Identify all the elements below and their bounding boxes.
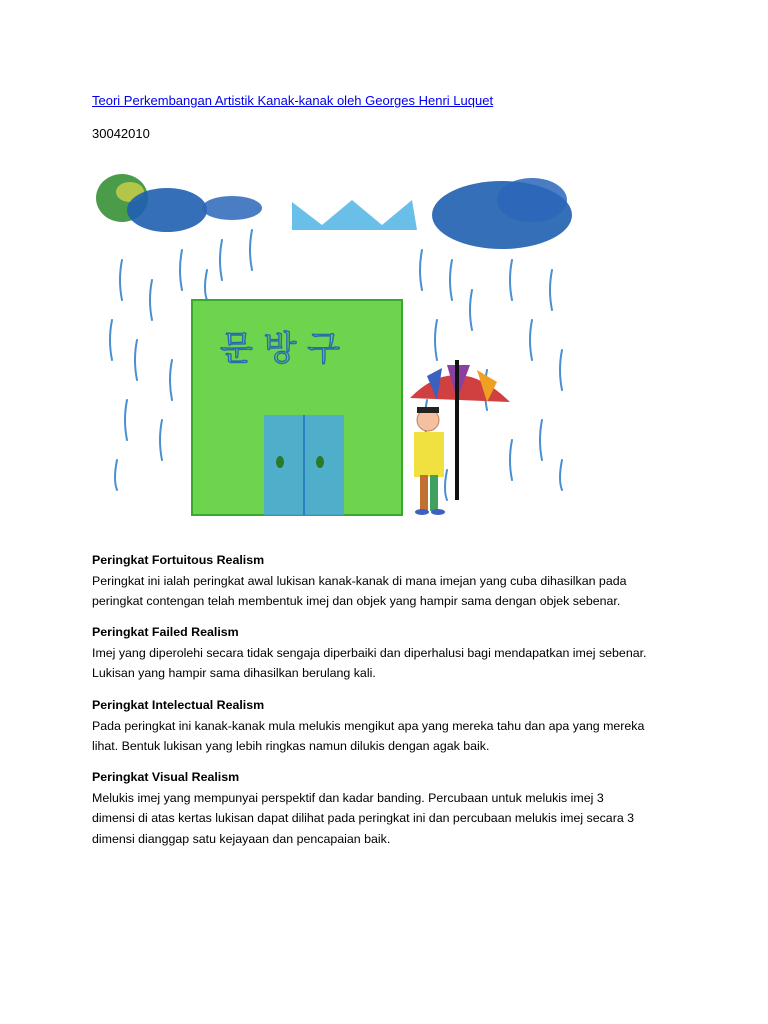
- section-failed-realism: [92, 622, 692, 684]
- section-line: peringkat contengan telah membentuk imej dan objek yang hampir sama dengan objek sebenar.: [92, 594, 621, 608]
- section-heading: Peringkat Failed Realism: [92, 625, 239, 639]
- section-line: lihat. Bentuk lukisan yang lebih ringkas namun dilukis dengan agak baik.: [92, 739, 490, 753]
- section-line: Melukis imej yang mempunyai perspektif dan kadar banding. Percubaan untuk melukis imej 3: [92, 790, 604, 805]
- section-heading: Peringkat Fortuitous Realism: [92, 553, 265, 567]
- section-line: dimensi di atas kertas lukisan dapat dilihat pada peringkat ini dan percubaan melukis imej secara 3: [92, 811, 635, 825]
- post-date: 30042010: [92, 126, 150, 141]
- section-line: Imej yang diperolehi secara tidak sengaja diperbaiki dan diperhalusi bagi mendapatkan imej sebenar.: [92, 645, 647, 660]
- section-visual-realism: [92, 767, 692, 849]
- child-figure-shape: [414, 407, 445, 515]
- section-line: Peringkat ini ialah peringkat awal lukisan kanak-kanak di mana imejan yang cuba dihasilkan pada: [92, 573, 627, 588]
- section-line: Lukisan yang hampir sama dihasilkan berulang kali.: [92, 666, 376, 680]
- building-sign-text: 문 방 구: [220, 329, 341, 369]
- section-line: dimensi dianggap satu kejayaan dan pencapaian baik.: [92, 831, 391, 846]
- section-line: Pada peringkat ini kanak-kanak mula melukis mengikut apa yang mereka tahu dan apa yang mereka: [92, 718, 645, 733]
- light-cloud-shape: [292, 200, 417, 230]
- section-intelectual-realism: [92, 695, 692, 757]
- sun-cloud-shape: [96, 174, 262, 232]
- title-link[interactable]: Teori Perkembangan Artistik Kanak-kanak oleh Georges Henri Luquet: [92, 93, 494, 108]
- section-heading: Peringkat Intelectual Realism: [92, 698, 265, 712]
- dark-cloud-shape: [432, 178, 572, 249]
- child-drawing-image: [92, 170, 582, 522]
- section-heading: Peringkat Visual Realism: [92, 770, 240, 784]
- section-fortuitous-realism: [92, 550, 692, 612]
- door-shape: [264, 415, 344, 515]
